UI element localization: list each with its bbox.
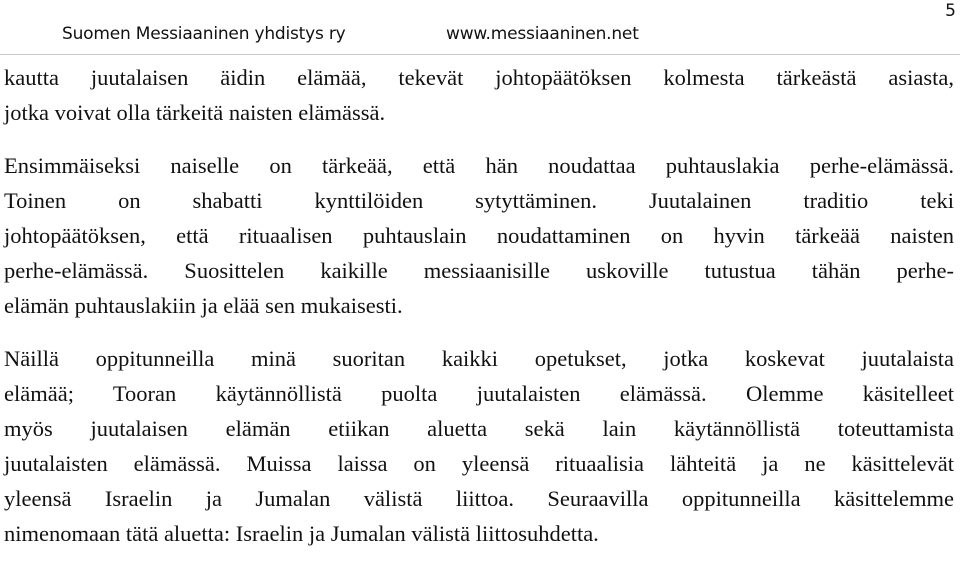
paragraph-2: [4, 148, 954, 323]
document-body: [4, 60, 954, 569]
paragraph-3: [4, 341, 954, 551]
text-line: juutalaisten elämässä. Muissa laissa on yleensä rituaalisia lähteitä ja ne käsittelevät: [4, 451, 954, 476]
page-number: 5: [945, 1, 956, 21]
text-line: myös juutalaisen elämän etiikan aluetta sekä lain käytännöllistä toteuttamista: [4, 416, 954, 441]
header-divider: [0, 54, 960, 55]
text-line: elämää; Tooran käytännöllistä puolta juutalaisten elämässä. Olemme käsitelleet: [4, 381, 954, 406]
text-line: Ensimmäiseksi naiselle on tärkeää, että hän noudattaa puhtauslakia perhe-elämässä.: [4, 153, 954, 178]
paragraph-1: [4, 60, 954, 130]
text-line: Näillä oppitunneilla minä suoritan kaikki opetukset, jotka koskevat juutalaista: [4, 346, 954, 371]
header-website: www.messiaaninen.net: [446, 24, 639, 44]
page-header: [0, 0, 960, 52]
text-line: perhe-elämässä. Suosittelen kaikille messiaanisille uskoville tutustua tähän perhe-: [4, 258, 954, 283]
text-line: Toinen on shabatti kynttilöiden sytyttäminen. Juutalainen traditio teki: [4, 188, 954, 213]
header-organization: Suomen Messiaaninen yhdistys ry: [62, 24, 346, 44]
text-line: nimenomaan tätä aluetta: Israelin ja Jumalan välistä liittosuhdetta.: [4, 521, 599, 546]
text-line: elämän puhtauslakiin ja elää sen mukaisesti.: [4, 293, 403, 318]
text-line: jotka voivat olla tärkeitä naisten elämässä.: [4, 100, 386, 125]
text-line: yleensä Israelin ja Jumalan välistä liittoa. Seuraavilla oppitunneilla käsittelemme: [4, 486, 954, 511]
text-line: kautta juutalaisen äidin elämää, tekevät johtopäätöksen kolmesta tärkeästä asiasta,: [4, 65, 954, 90]
text-line: johtopäätöksen, että rituaalisen puhtauslain noudattaminen on hyvin tärkeää naisten: [4, 223, 954, 248]
